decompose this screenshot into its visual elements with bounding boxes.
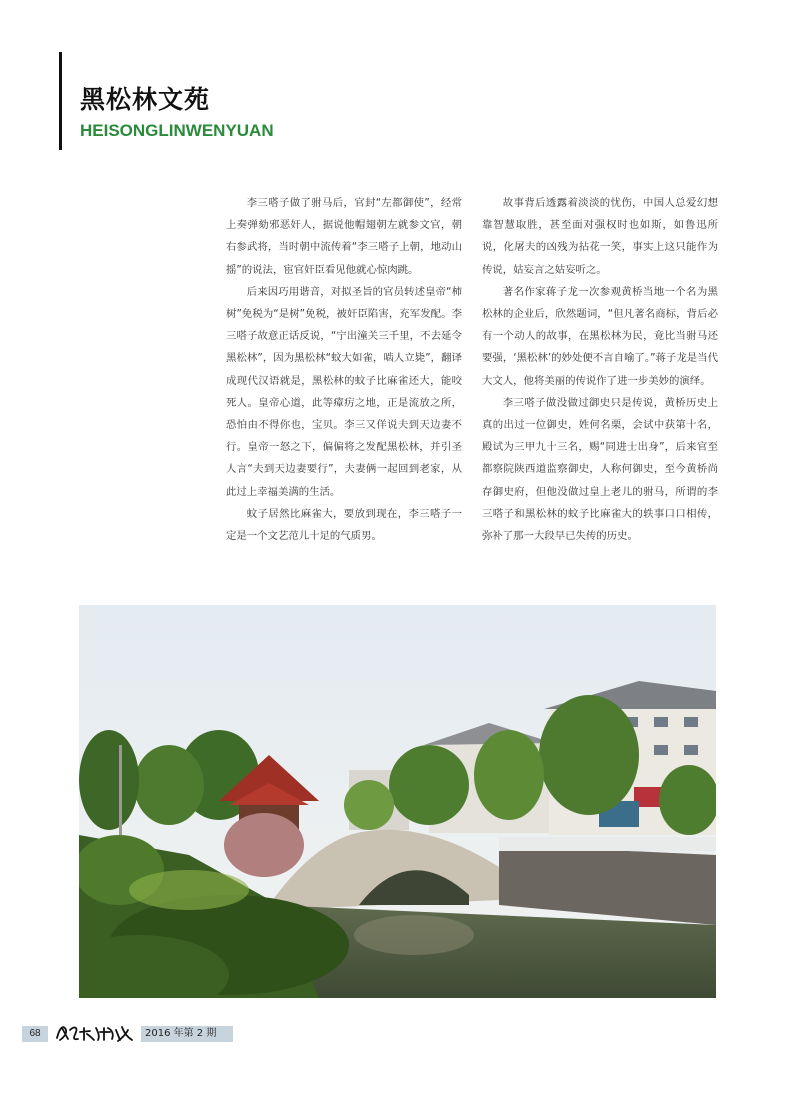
section-title: 黑松林文苑	[80, 85, 211, 114]
paragraph: 李三嗒子做没做过御史只是传说，黄桥历史上真的出过一位御史，姓何名栗，会试中获第十名，殿试为三甲九十三名，赐“同进士出身”，后来官至都察院陕西道监察御史，人称何御史，至今黄桥尚存御史府，但他没做过皇上老儿的驸马，所谓的李三嗒子和黑松林的蚊子比麻雀大的轶事口口相传，弥补了那一大段早已失传的历史。	[482, 396, 718, 543]
paragraph: 蚊子居然比麻雀大，要放到现在，李三嗒子一定是一个文艺范儿十足的气质男。	[226, 507, 462, 543]
issue-label: 2016 年第 2 期	[141, 1026, 233, 1042]
page-footer	[0, 1026, 793, 1042]
section-subtitle: HEISONGLINWENYUAN	[80, 121, 274, 140]
header-vertical-rule	[59, 52, 62, 150]
paragraph: 李三嗒子做了驸马后，官封“左都御使”，经常上奏弹劾邪恶奸人，据说他帽翅朝左就参文官，朝右参武将，当时朝中流传着“李三嗒子上朝，地动山摇”的说法，宦官奸臣看见他就心惊肉跳。	[226, 197, 462, 276]
paragraph: 著名作家蒋子龙一次参观黄桥当地一个名为黑松林的企业后，欣然题词，“但凡著名商标，背后必有一个动人的故事，在黑松林为民，竟比当驸马还要强，‘黑松林’的妙处便不言自喻了。”蒋子龙是当代大文人，他将美丽的传说作了进一步美妙的演绎。	[482, 285, 718, 387]
article-column-right	[482, 192, 718, 547]
magazine-logo	[54, 1022, 138, 1044]
article-column-left	[226, 192, 462, 547]
paragraph: 故事背后透露着淡淡的忧伤，中国人总爱幻想靠智慧取胜，甚至面对强权时也如斯，如鲁迅所说，化屠夫的凶残为拈花一笑，事实上这只能作为传说，姑妄言之姑妄听之。	[482, 197, 718, 276]
bridge-photo	[79, 605, 716, 998]
page-number: 68	[22, 1026, 48, 1042]
paragraph: 后来因巧用谐音，对拟圣旨的官员转述皇帝“柿树”免税为“是树”免税，被奸臣陷害，充军发配。李三嗒子故意正话反说，“宁出潼关三千里，不去延令黑松林”，因为黑松林“蚊大如雀，啮人立毙”，翻译成现代汉语就是，黑松林的蚊子比麻雀还大，能咬死人。皇帝心道，此等瘴疠之地，正是流放之所，恐怕由不得你也，宝贝。李三又佯说夫到天边妻不行。皇帝一怒之下，偏偏将之发配黑松林，并引圣人言“夫到天边妻要行”，夫妻俩一起回到老家，从此过上幸福美满的生活。	[226, 285, 462, 498]
